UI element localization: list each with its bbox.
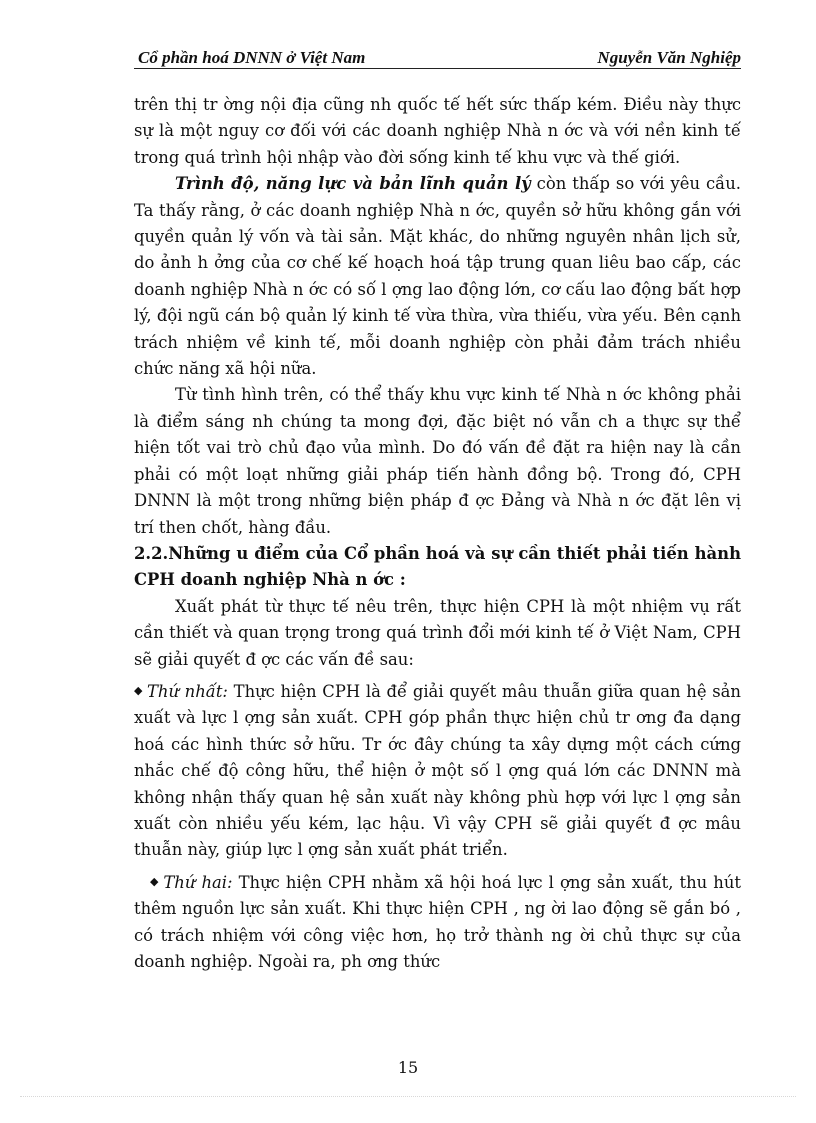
paragraph-3: Từ tình hình trên, có thể thấy khu vực kinh tế Nhà n ớc không phải là điểm sáng nh chúng ta mong đợi, đặc biệt nó vẫn ch a thực sự thể hiện tốt vai trò chủ đạo vủa mình. Do đó vấn đề đặt ra hiện nay là cần phải có một loạt những giải pháp tiến hành đồng bộ. Trong đó, CPH DNNN là một trong những biện pháp đ ợc Đảng và Nhà n ớc đặt lên vị trí then chốt, hàng đầu.	[134, 385, 741, 537]
page-bottom-divider	[20, 1096, 796, 1097]
paragraph-1: trên thị tr ờng nội địa cũng nh quốc tế hết sức thấp kém. Điều này thực sự là một nguy cơ đối với các doanh nghiệp Nhà n ớc và với nền kinh tế trong quá trình hội nhập vào đời sống kinh tế khu vực và thế giới.	[134, 95, 741, 167]
page-number: 15	[397, 1058, 419, 1077]
bullet-item-1	[134, 678, 741, 864]
paragraph-4: Xuất phát từ thực tế nêu trên, thực hiện CPH là một nhiệm vụ rất cần thiết và quan trọng trong quá trình đổi mới kinh tế ở Việt Nam, CPH sẽ giải quyết đ ợc các vấn đề sau:	[134, 596, 741, 669]
section-heading: 2.2.Những u điểm của Cổ phần hoá và sự cần thiết phải tiến hành CPH doanh nghiệp Nhà n ớc :	[134, 543, 741, 590]
paragraph-2-lead: Trình độ, năng lực và bản lĩnh quản lý	[175, 174, 531, 194]
bullet-1-text: Thực hiện CPH là để giải quyết mâu thuẫn giữa quan hệ sản xuất và lực l ợng sản xuất. CPH góp phần thực hiện chủ tr ơng đa dạng hoá các hình thức sở hữu. Tr ớc đây chúng ta xây dựng một cách cứng nhắc chế độ công hữu, thể hiện ở một số l ợng quá lớn các DNNN mà không nhận thấy quan hệ sản xuất này không phù hợp với lực l ợng sản xuất còn nhiều yếu kém, lạc hậu. Vì vậy CPH sẽ giải quyết đ ợc mâu thuẫn này, giúp lực l ợng sản xuất phát triển.	[134, 681, 741, 860]
page-body	[134, 92, 741, 975]
bullet-1-label: Thứ nhất:	[146, 681, 228, 701]
bullet-item-2	[134, 869, 741, 976]
header-title: Cổ phần hoá DNNN ở Việt Nam	[138, 48, 366, 67]
diamond-bullet-icon: ◆	[134, 683, 143, 697]
header-author: Nguyễn Văn Nghiệp	[597, 48, 741, 67]
bullet-2-label: Thứ hai:	[163, 872, 233, 892]
page-header	[134, 42, 741, 69]
diamond-bullet-icon: ◆	[150, 874, 160, 888]
paragraph-2-text: còn thấp so với yêu cầu. Ta thấy rằng, ở các doanh nghiệp Nhà n ớc, quyền sở hữu không gắn với quyền quản lý vốn và tài sản. Mặt khác, do những nguyên nhân lịch sử, do ảnh h ởng của cơ chế kế hoạch hoá tập trung quan liêu bao cấp, các doanh nghiệp Nhà n ớc có số l ợng lao động lớn, cơ cấu lao động bất hợp lý, đội ngũ cán bộ quản lý kinh tế vừa thừa, vừa thiếu, vừa yếu. Bên cạnh trách nhiệm về kinh tế, mỗi doanh nghiệp còn phải đảm trách nhiều chức năng xã hội nữa.	[134, 174, 741, 379]
paragraph-2	[134, 171, 741, 382]
bullet-2-text: Thực hiện CPH nhằm xã hội hoá lực l ợng sản xuất, thu hút thêm nguồn lực sản xuất. Khi thực hiện CPH , ng ời lao động sẽ gắn bó , có trách nhiệm với công việc hơn, họ trở thành ng ời chủ thực sự của doanh nghiệp. Ngoài ra, ph ơng thức	[134, 872, 741, 971]
